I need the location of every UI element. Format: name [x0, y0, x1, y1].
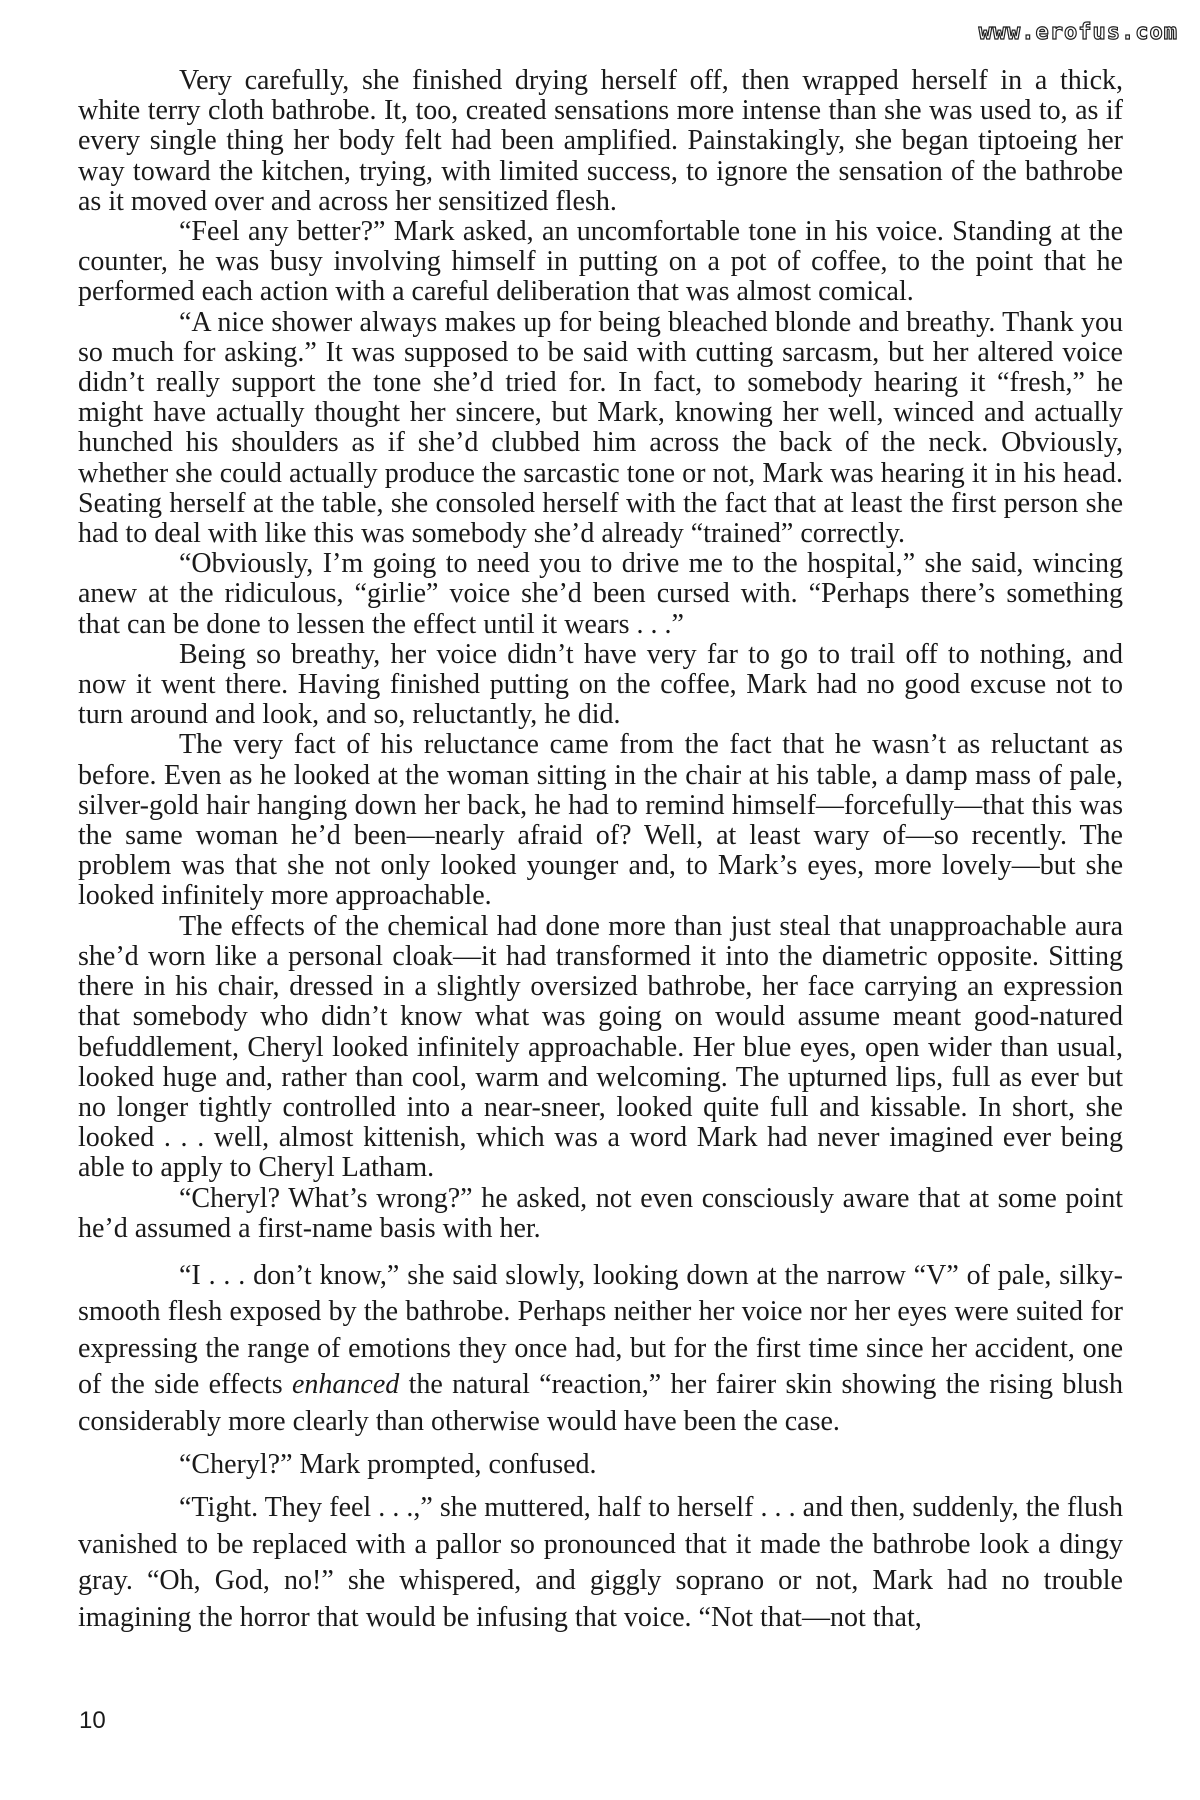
text-section-dense — [78, 66, 1123, 1244]
paragraph: “Obviously, I’m going to need you to drive me to the hospital,” she said, wincing anew at the ridiculous, “girlie” voice she’d been cursed with. “Perhaps there’s something that can be done to lessen the effect until it wears . . .” — [78, 548, 1123, 640]
paragraph: “Feel any better?” Mark asked, an uncomfortable tone in his voice. Standing at the counter, he was busy involving himself in putting on a pot of coffee, to the point that he performed each action with a careful deliberation that was almost comical. — [78, 216, 1123, 308]
emphasized-word: enhanced — [292, 1369, 400, 1401]
paragraph: The effects of the chemical had done more than just steal that unapproachable aura she’d worn like a personal cloak—it had transformed it into the diametric opposite. Sitting there in his chair, dressed in a slightly oversized bathrobe, her face carrying an expression that somebody who didn’t know what was going on would assume meant good-natured befuddlement, Cheryl looked infinitely approachable. Her blue eyes, open wider than usual, looked huge and, rather than cool, warm and welcoming. The upturned lips, full as ever but no longer tightly controlled into a near-sneer, looked quite full and kissable. In short, she looked . . . well, almost kittenish, which was a word Mark had never imagined ever being able to apply to Cheryl Latham. — [78, 910, 1123, 1184]
paragraph — [78, 1258, 1123, 1440]
watermark-text: www.erofus.com — [978, 20, 1178, 45]
paragraph: Being so breathy, her voice didn’t have very far to go to trail off to nothing, and now it went there. Having finished putting on the coffee, Mark had no good excuse not to turn around and look, and so, reluctantly, he did. — [78, 638, 1123, 731]
paragraph: Very carefully, she finished drying herself off, then wrapped herself in a thick, white terry cloth bathrobe. It, too, created sensations more intense than she was used to, as if every single thing her body felt had been amplified. Painstakingly, she began tiptoeing her way toward the kitchen, trying, with limited success, to ignore the sensation of the bathrobe as it moved over and across her sensitized flesh. — [78, 65, 1123, 217]
paragraph: The very fact of his reluctance came from the fact that he wasn’t as reluctant as before. Even as he looked at the woman sitting in the chair at his table, a damp mass of pale, silver-gold hair hanging down her back, he had to remind himself—forcefully—that this was the same woman he’d been—nearly afraid of? Well, at least wary of—so recently. The problem was that she not only looked younger and, to Mark’s eyes, more lovely—but she looked infinitely more approachable. — [78, 729, 1123, 912]
paragraph: “A nice shower always makes up for being bleached blonde and breathy. Thank you so much for asking.” It was supposed to be said with cutting sarcasm, but her altered voice didn’t really support the tone she’d tried for. In fact, to somebody hearing it “fresh,” he might have actually thought her sincere, but Mark, knowing her well, winced and actually hunched his shoulders as if she’d clubbed him across the back of the neck. Obviously, whether she could actually produce the sarcastic tone or not, Mark was hearing it in his head. Seating herself at the table, she consoled herself with the fact that at least the first person she had to deal with like this was somebody she’d already “trained” correctly. — [78, 306, 1123, 550]
paragraph-text: “I . . . don’t know,” she said slowly, looking down at the narrow “V” of pale, silky-smooth flesh exposed by the bathrobe. Perhaps neither her voice nor her eyes were suited for expressing the range of emotions they once had, but for the first time since her accident, one of the side effects — [78, 1259, 1123, 1401]
paragraph: “Cheryl?” Mark prompted, confused. — [179, 1448, 597, 1480]
page-number: 10 — [79, 1707, 106, 1734]
paragraph: “Cheryl? What’s wrong?” he asked, not even consciously aware that at some point he’d assumed a first-name basis with her. — [78, 1182, 1123, 1244]
paragraph: “Tight. They feel . . .,” she muttered, half to herself . . . and then, suddenly, the flush vanished to be replaced with a pallor so pronounced that it made the bathrobe look a dingy gray. “Oh, God, no!” she whispered, and giggly soprano or not, Mark had no trouble imagining the horror that would be infusing that voice. “Not that—not that, — [78, 1492, 1123, 1633]
page-body — [78, 66, 1123, 1643]
text-section-open — [78, 1258, 1123, 1636]
paragraph-text: the natural “reaction,” her fairer skin showing the rising blush considerably more clearly than otherwise would have been the case. — [78, 1369, 1123, 1437]
